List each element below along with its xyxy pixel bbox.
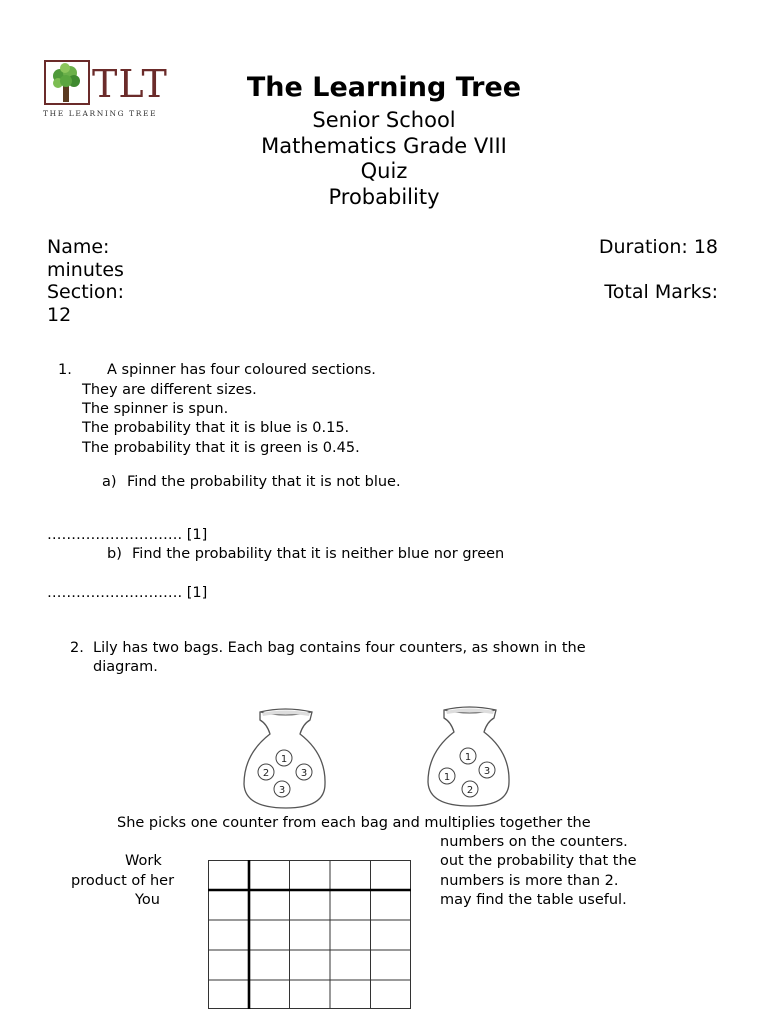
quiz-label: Quiz [360,159,408,183]
q1a-label: a) [102,474,117,490]
school-section: Senior School [312,108,456,132]
q2-text: may find the table useful. [440,892,627,908]
counter-label: 3 [483,766,491,777]
q2-text: out the probability that the [440,853,637,869]
name-label: Name: [47,236,110,258]
q1a-answer-line: ………………………. [1] [47,527,208,543]
total-marks-value: 12 [47,304,72,326]
q2-line: diagram. [93,659,158,675]
q1a-text: Find the probability that it is not blue. [127,474,401,490]
counter-label: 2 [466,785,474,796]
q2-text: Work [125,853,162,869]
q1-line: They are different sizes. [82,382,257,398]
bag-icon [240,704,330,812]
q2-text: You [135,892,160,908]
total-marks-label: Total Marks: [604,281,718,303]
q1b-text: Find the probability that it is neither blue nor green [132,546,505,562]
q1-line: A spinner has four coloured sections. [107,362,376,378]
counter-label: 3 [300,768,308,779]
duration-unit: minutes [47,259,124,281]
q1-line: The spinner is spun. [82,401,229,417]
duration-label: Duration: 18 [598,236,718,258]
q1b-answer-line: ………………………. [1] [47,585,208,601]
q2-number: 2. [70,640,84,656]
bag-icon [424,702,514,810]
q2-text: She picks one counter from each bag and multiplies together the [117,815,591,831]
course-title: Mathematics Grade VIII [261,134,507,158]
counter-label: 1 [464,752,472,763]
q2-text: product of her [71,873,175,889]
q1-number: 1. [58,362,72,378]
counter-label: 2 [262,768,270,779]
logo-letters: TLT [92,62,168,106]
counter-label: 3 [278,785,286,796]
q1-line: The probability that it is green is 0.45. [82,440,360,456]
school-name: The Learning Tree [246,72,522,103]
counter-label: 1 [443,772,451,783]
q2-line: Lily has two bags. Each bag contains four counters, as shown in the [93,640,586,656]
q1-line: The probability that it is blue is 0.15. [82,420,350,436]
topic-label: Probability [328,185,440,209]
section-label: Section: [47,281,124,303]
counter-label: 1 [280,754,288,765]
product-table [208,860,411,1009]
q1b-label: b) [107,546,122,562]
logo-tagline: THE LEARNING TREE [43,109,158,118]
q2-text: numbers is more than 2. [440,873,619,889]
q2-text: numbers on the counters. [440,834,628,850]
